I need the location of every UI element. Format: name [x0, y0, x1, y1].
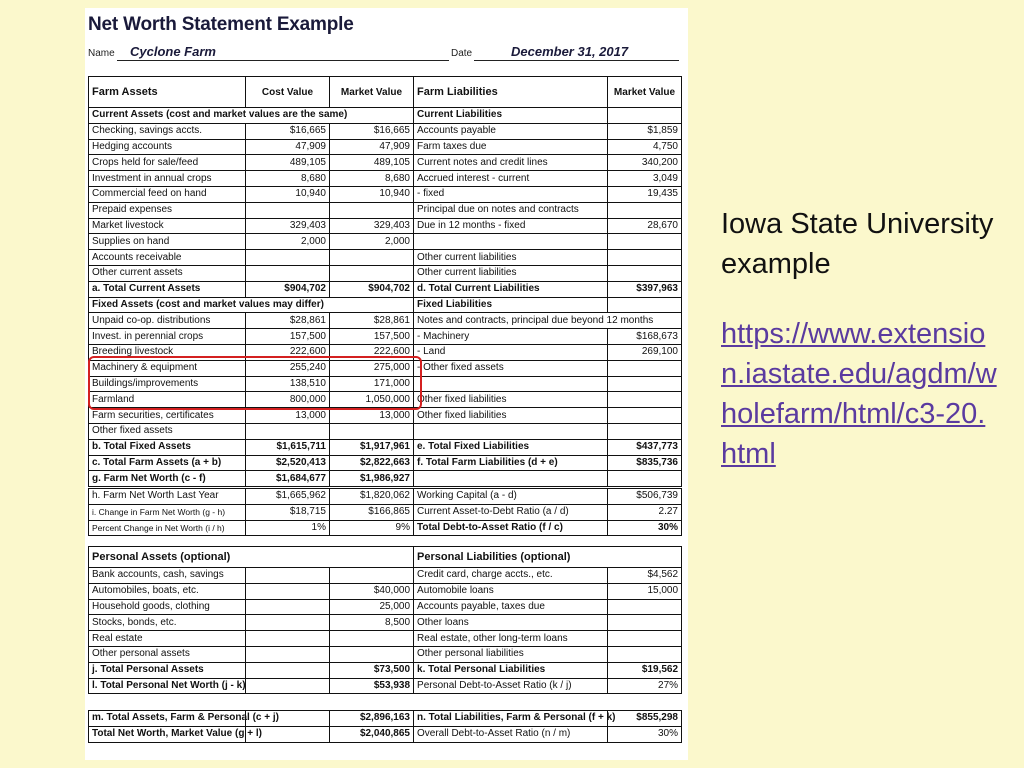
- cell: Accounts receivable: [89, 250, 246, 266]
- personal-row-2: [89, 599, 682, 615]
- cell: Prepaid expenses: [89, 202, 246, 218]
- cell: Overall Debt-to-Asset Ratio (n / m): [414, 726, 608, 742]
- personal-row-5: [89, 646, 682, 662]
- cell: [608, 265, 682, 281]
- cell: Unpaid co-op. distributions: [89, 313, 246, 329]
- cell: $1,665,962: [246, 489, 330, 505]
- cell: Supplies on hand: [89, 234, 246, 250]
- cell: $16,665: [330, 123, 414, 139]
- cell: m. Total Assets, Farm & Personal (c + j): [89, 711, 246, 727]
- cell: 9%: [330, 520, 414, 536]
- cell: 340,200: [608, 155, 682, 171]
- cell: [246, 568, 330, 584]
- cell: Other fixed assets: [89, 423, 246, 439]
- cell: Notes and contracts, principal due beyond 12 months: [414, 313, 682, 329]
- farm-row-13: [89, 313, 682, 329]
- farm-row-20: [89, 423, 682, 439]
- personal-row-4: [89, 631, 682, 647]
- farm-row-2: [89, 139, 682, 155]
- cell: Accrued interest - current: [414, 171, 608, 187]
- cell: [608, 646, 682, 662]
- market-value-header: Market Value: [330, 77, 414, 108]
- cell: $166,865: [330, 504, 414, 520]
- farm-liabilities-header: Farm Liabilities: [414, 77, 608, 108]
- cell: Due in 12 months - fixed: [414, 218, 608, 234]
- cell: [608, 423, 682, 439]
- cell: 27%: [608, 678, 682, 694]
- farm-row-3: [89, 155, 682, 171]
- cell: 269,100: [608, 344, 682, 360]
- personal-liabilities-header: Personal Liabilities (optional): [414, 547, 682, 568]
- cell: 489,105: [330, 155, 414, 171]
- cell: Percent Change in Net Worth (i / h): [89, 520, 246, 536]
- cell: $1,917,961: [330, 439, 414, 455]
- cell: $437,773: [608, 439, 682, 455]
- name-value: Cyclone Farm: [130, 44, 216, 59]
- farm-row-5: [89, 186, 682, 202]
- cell: $835,736: [608, 455, 682, 471]
- cell: 1%: [246, 520, 330, 536]
- cell: 2,000: [330, 234, 414, 250]
- cell: 157,500: [246, 329, 330, 345]
- cell: $40,000: [330, 583, 414, 599]
- cell: 489,105: [246, 155, 330, 171]
- cell: [330, 265, 414, 281]
- grand-total-table: [88, 710, 682, 743]
- net-worth-change-table: [88, 488, 682, 536]
- cell: - fixed: [414, 186, 608, 202]
- cell: [246, 599, 330, 615]
- farm-row-7: [89, 218, 682, 234]
- cell: Stocks, bonds, etc.: [89, 615, 246, 631]
- cell: [246, 583, 330, 599]
- cell: 10,940: [330, 186, 414, 202]
- cost-value-header: Cost Value: [246, 77, 330, 108]
- cell: [246, 678, 330, 694]
- cell: [330, 568, 414, 584]
- cell: Other fixed liabilities: [414, 392, 608, 408]
- change-row-2: [89, 520, 682, 536]
- cell: 275,000: [330, 360, 414, 376]
- cell: Buildings/improvements: [89, 376, 246, 392]
- farm-row-19: [89, 408, 682, 424]
- cell: c. Total Farm Assets (a + b): [89, 455, 246, 471]
- cell: Checking, savings accts.: [89, 123, 246, 139]
- cell: 15,000: [608, 583, 682, 599]
- sidebar-text: Iowa State University example: [721, 208, 994, 280]
- farm-table: [88, 76, 682, 487]
- personal-assets-header: Personal Assets (optional): [89, 547, 414, 568]
- cell: [330, 423, 414, 439]
- cell: f. Total Farm Liabilities (d + e): [414, 455, 608, 471]
- cell: $1,820,062: [330, 489, 414, 505]
- cell: Automobile loans: [414, 583, 608, 599]
- cell: 222,600: [246, 344, 330, 360]
- section-label: Current Liabilities: [414, 108, 608, 124]
- cell: - Machinery: [414, 329, 608, 345]
- cell: 1,050,000: [330, 392, 414, 408]
- farm-row-14: [89, 329, 682, 345]
- farm-row-17: [89, 376, 682, 392]
- cell: Household goods, clothing: [89, 599, 246, 615]
- cell: Total Debt-to-Asset Ratio (f / c): [414, 520, 608, 536]
- name-underline: [117, 60, 449, 61]
- cell: $855,298: [608, 711, 682, 727]
- cell: Accounts payable: [414, 123, 608, 139]
- farm-row-6: [89, 202, 682, 218]
- cell: Market livestock: [89, 218, 246, 234]
- cell: [608, 360, 682, 376]
- cell: $18,715: [246, 504, 330, 520]
- cell: [608, 471, 682, 487]
- source-link[interactable]: https://www.extension.iastate.edu/agdm/wholefarm/html/c3-20.html: [721, 318, 997, 470]
- farm-header-row: [89, 77, 682, 108]
- personal-row-3: [89, 615, 682, 631]
- change-row-1: [89, 504, 682, 520]
- cell: $53,938: [330, 678, 414, 694]
- cell: [608, 599, 682, 615]
- cell: 25,000: [330, 599, 414, 615]
- cell: 255,240: [246, 360, 330, 376]
- cell: 4,750: [608, 139, 682, 155]
- cell: 47,909: [330, 139, 414, 155]
- cell: Total Net Worth, Market Value (g + l): [89, 726, 246, 742]
- cell: $2,520,413: [246, 455, 330, 471]
- cell: [330, 646, 414, 662]
- cell: 8,500: [330, 615, 414, 631]
- cell: [330, 250, 414, 266]
- personal-row-0: [89, 568, 682, 584]
- cell: $1,684,677: [246, 471, 330, 487]
- cell: [414, 234, 608, 250]
- cell: $168,673: [608, 329, 682, 345]
- cell: $16,665: [246, 123, 330, 139]
- cell: 329,403: [246, 218, 330, 234]
- farm-row-8: [89, 234, 682, 250]
- farm-row-12: [89, 297, 682, 313]
- cell: Real estate, other long-term loans: [414, 631, 608, 647]
- cell: Accounts payable, taxes due: [414, 599, 608, 615]
- cell: [608, 297, 682, 313]
- statement-title: Net Worth Statement Example: [88, 14, 354, 35]
- cell: $2,896,163: [330, 711, 414, 727]
- cell: Farmland: [89, 392, 246, 408]
- cell: [608, 108, 682, 124]
- cell: Breeding livestock: [89, 344, 246, 360]
- total-row-1: [89, 726, 682, 742]
- cell: a. Total Current Assets: [89, 281, 246, 297]
- cell: $2,822,663: [330, 455, 414, 471]
- cell: 8,680: [330, 171, 414, 187]
- cell: - Land: [414, 344, 608, 360]
- cell: Working Capital (a - d): [414, 489, 608, 505]
- cell: d. Total Current Liabilities: [414, 281, 608, 297]
- farm-row-1: [89, 123, 682, 139]
- cell: 171,000: [330, 376, 414, 392]
- cell: g. Farm Net Worth (c - f): [89, 471, 246, 487]
- cell: 3,049: [608, 171, 682, 187]
- cell: Principal due on notes and contracts: [414, 202, 608, 218]
- cell: [246, 646, 330, 662]
- cell: [608, 615, 682, 631]
- cell: 13,000: [330, 408, 414, 424]
- cell: $1,615,711: [246, 439, 330, 455]
- cell: $28,861: [246, 313, 330, 329]
- personal-table: [88, 546, 682, 694]
- cell: Investment in annual crops: [89, 171, 246, 187]
- name-label: Name: [88, 48, 115, 59]
- cell: $904,702: [330, 281, 414, 297]
- cell: 30%: [608, 520, 682, 536]
- cell: [330, 631, 414, 647]
- cell: b. Total Fixed Assets: [89, 439, 246, 455]
- cell: Invest. in perennial crops: [89, 329, 246, 345]
- total-row-0: [89, 711, 682, 727]
- cell: Hedging accounts: [89, 139, 246, 155]
- farm-row-15: [89, 344, 682, 360]
- cell: Other fixed liabilities: [414, 408, 608, 424]
- date-label: Date: [451, 48, 473, 59]
- cell: - Other fixed assets: [414, 360, 608, 376]
- cell: [608, 376, 682, 392]
- cell: $4,562: [608, 568, 682, 584]
- farm-row-22: [89, 455, 682, 471]
- cell: $506,739: [608, 489, 682, 505]
- sidebar-note: [721, 204, 1001, 474]
- cell: 800,000: [246, 392, 330, 408]
- cell: Other current liabilities: [414, 250, 608, 266]
- cell: [608, 202, 682, 218]
- cell: [246, 202, 330, 218]
- cell: 10,940: [246, 186, 330, 202]
- cell: [246, 662, 330, 678]
- cell: [608, 250, 682, 266]
- cell: h. Farm Net Worth Last Year: [89, 489, 246, 505]
- liability-market-value-header: Market Value: [608, 77, 682, 108]
- cell: $28,861: [330, 313, 414, 329]
- cell: [246, 631, 330, 647]
- cell: [608, 408, 682, 424]
- cell: $1,859: [608, 123, 682, 139]
- cell: 2.27: [608, 504, 682, 520]
- cell: Other loans: [414, 615, 608, 631]
- cell: Commercial feed on hand: [89, 186, 246, 202]
- cell: [414, 423, 608, 439]
- cell: n. Total Liabilities, Farm & Personal (f + k): [414, 711, 608, 727]
- farm-row-11: [89, 281, 682, 297]
- cell: Farm securities, certificates: [89, 408, 246, 424]
- cell: 19,435: [608, 186, 682, 202]
- change-row-0: [89, 489, 682, 505]
- cell: [608, 392, 682, 408]
- cell: e. Total Fixed Liabilities: [414, 439, 608, 455]
- cell: Other current liabilities: [414, 265, 608, 281]
- personal-row-1: [89, 583, 682, 599]
- cell: j. Total Personal Assets: [89, 662, 246, 678]
- farm-assets-header: Farm Assets: [89, 77, 246, 108]
- cell: Automobiles, boats, etc.: [89, 583, 246, 599]
- cell: 47,909: [246, 139, 330, 155]
- cell: $1,986,927: [330, 471, 414, 487]
- farm-row-16: [89, 360, 682, 376]
- cell: Credit card, charge accts., etc.: [414, 568, 608, 584]
- cell: 329,403: [330, 218, 414, 234]
- cell: [414, 471, 608, 487]
- farm-row-9: [89, 250, 682, 266]
- cell: 157,500: [330, 329, 414, 345]
- cell: 2,000: [246, 234, 330, 250]
- cell: [608, 234, 682, 250]
- farm-row-23: [89, 471, 682, 487]
- cell: [608, 631, 682, 647]
- cell: 28,670: [608, 218, 682, 234]
- cell: 138,510: [246, 376, 330, 392]
- cell: [246, 615, 330, 631]
- cell: Other personal liabilities: [414, 646, 608, 662]
- farm-row-0: [89, 108, 682, 124]
- cell: k. Total Personal Liabilities: [414, 662, 608, 678]
- date-value: December 31, 2017: [511, 44, 629, 59]
- date-underline: [474, 60, 679, 61]
- section-label: Fixed Assets (cost and market values may differ): [89, 297, 414, 313]
- section-label: Fixed Liabilities: [414, 297, 608, 313]
- cell: Current notes and credit lines: [414, 155, 608, 171]
- cell: Bank accounts, cash, savings: [89, 568, 246, 584]
- cell: 8,680: [246, 171, 330, 187]
- farm-row-4: [89, 171, 682, 187]
- farm-row-18: [89, 392, 682, 408]
- cell: $19,562: [608, 662, 682, 678]
- section-label: Current Assets (cost and market values are the same): [89, 108, 414, 124]
- cell: 30%: [608, 726, 682, 742]
- net-worth-statement: [85, 8, 688, 760]
- personal-row-6: [89, 662, 682, 678]
- cell: 222,600: [330, 344, 414, 360]
- farm-row-10: [89, 265, 682, 281]
- cell: $397,963: [608, 281, 682, 297]
- cell: $904,702: [246, 281, 330, 297]
- cell: $2,040,865: [330, 726, 414, 742]
- cell: Real estate: [89, 631, 246, 647]
- farm-row-21: [89, 439, 682, 455]
- cell: [330, 202, 414, 218]
- cell: Other personal assets: [89, 646, 246, 662]
- cell: Machinery & equipment: [89, 360, 246, 376]
- personal-row-7: [89, 678, 682, 694]
- cell: Current Asset-to-Debt Ratio (a / d): [414, 504, 608, 520]
- cell: $73,500: [330, 662, 414, 678]
- cell: [246, 423, 330, 439]
- personal-header-row: [89, 547, 682, 568]
- cell: Personal Debt-to-Asset Ratio (k / j): [414, 678, 608, 694]
- cell: [246, 265, 330, 281]
- cell: l. Total Personal Net Worth (j - k): [89, 678, 246, 694]
- cell: Crops held for sale/feed: [89, 155, 246, 171]
- cell: [246, 250, 330, 266]
- cell: Other current assets: [89, 265, 246, 281]
- cell: 13,000: [246, 408, 330, 424]
- cell: Farm taxes due: [414, 139, 608, 155]
- cell: i. Change in Farm Net Worth (g - h): [89, 504, 246, 520]
- cell: [414, 376, 608, 392]
